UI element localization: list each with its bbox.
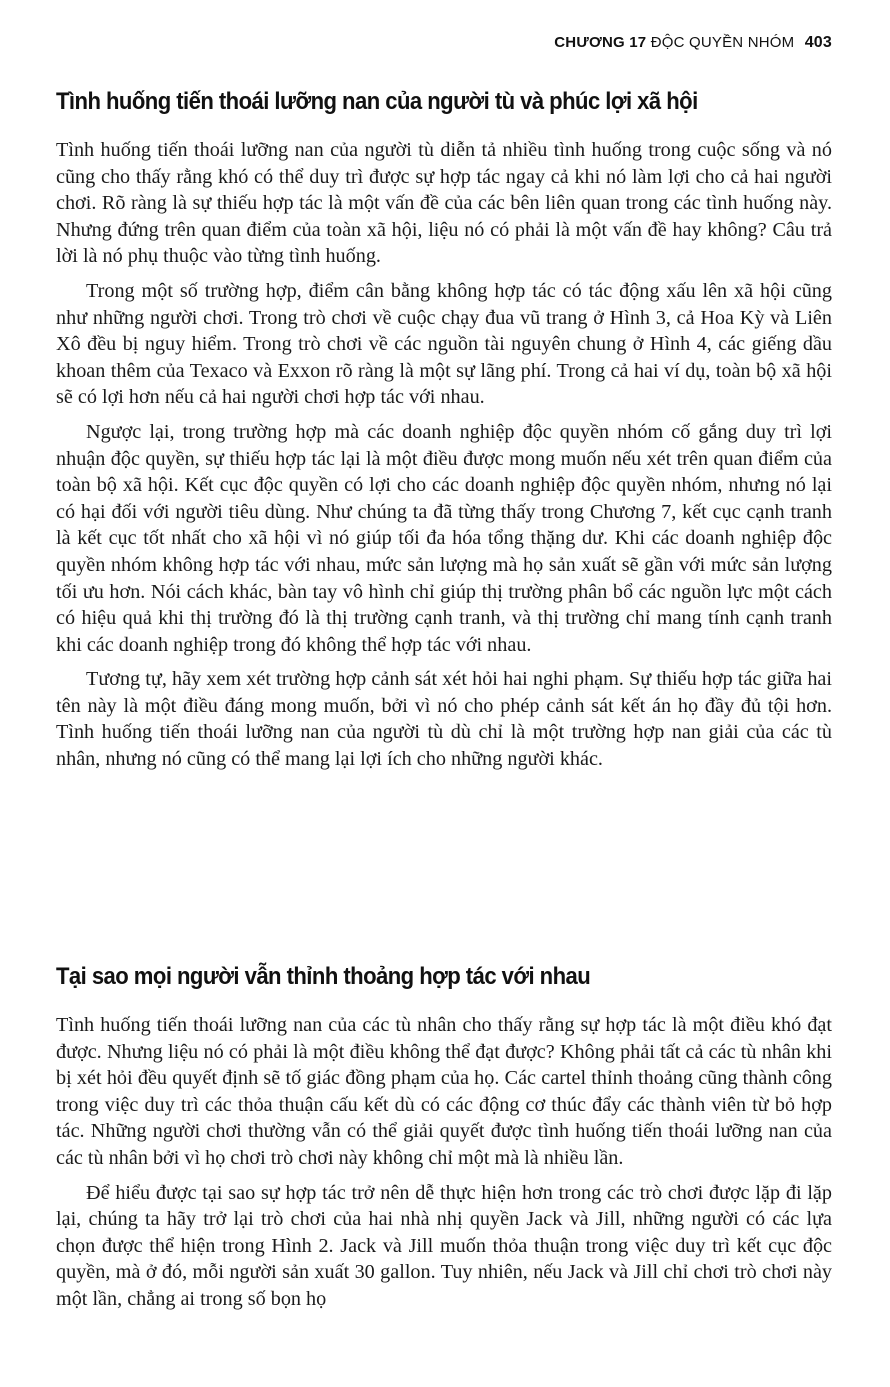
paragraph: Tương tự, hãy xem xét trường hợp cảnh sát xét hỏi hai nghi phạm. Sự thiếu hợp tác giữa hai tên này là một điều đáng mong muốn, bởi vì nó cho phép cảnh sát kết án họ đầy đủ tội hơn. Tình huống tiến thoái lưỡng nan của người tù dù chỉ là một trường hợp nan giải của các tù nhân, nhưng nó cũng có thể mang lại lợi ích cho những người khác. [56,668,832,771]
running-header [554,34,832,52]
paragraph: Để hiểu được tại sao sự hợp tác trở nên dễ thực hiện hơn trong các trò chơi được lặp đi lặp lại, chúng ta hãy trở lại trò chơi của hai nhà nhị quyền Jack và Jill, những người có các lựa chọn được thể hiện trong Hình 2. Jack và Jill muốn thỏa thuận trong việc duy trì kết cục độc quyền, mà ở đó, mỗi người sản xuất 30 gallon. Tuy nhiên, nếu Jack và Jill chỉ chơi trò chơi này một lần, chẳng ai trong số bọn họ [56,1181,832,1310]
page-number: 403 [804,34,832,51]
paragraph: Tình huống tiến thoái lưỡng nan của các tù nhân cho thấy rằng sự hợp tác là một điều khó đạt được. Nhưng liệu nó có phải là một điều không thể đạt được? Không phải tất cả các tù nhân khi bị xét hỏi đều quyết định sẽ tố giác đồng phạm của họ. Các cartel thỉnh thoảng cũng thành công trong việc duy trì các thỏa thuận cấu kết dù có các động cơ thúc đẩy các thành viên từ bỏ hợp tác. Những người chơi thường vẫn có thể giải quyết được tình huống tiến thoái lưỡng nan của các tù nhân bởi vì họ chơi trò chơi này không chỉ một mà là nhiều lần. [56,1014,832,1169]
section-body-1 [56,137,832,781]
paragraph: Trong một số trường hợp, điểm cân bằng không hợp tác có tác động xấu lên xã hội cũng như những người chơi. Trong trò chơi về cuộc chạy đua vũ trang ở Hình 3, cả Hoa Kỳ và Liên Xô đều bị nguy hiểm. Trong trò chơi về các nguồn tài nguyên chung ở Hình 4, các giếng dầu khoan thêm của Texaco và Exxon rõ ràng là một sự lãng phí. Trong cả hai ví dụ, toàn bộ xã hội sẽ có lợi hơn nếu cả hai người chơi hợp tác với nhau. [56,279,832,409]
paragraph: Tình huống tiến thoái lưỡng nan của người tù diễn tả nhiều tình huống trong cuộc sống và nó cũng cho thấy rằng khó có thể duy trì được sự hợp tác ngay cả khi nó làm lợi cho cả hai người chơi. Rõ ràng là sự thiếu hợp tác là một vấn đề của các bên liên quan trong các tình huống này. Nhưng đứng trên quan điểm của toàn xã hội, liệu nó có phải là một vấn đề hay không? Câu trả lời là nó phụ thuộc vào từng tình huống. [56,139,832,268]
section-heading-prisoners-dilemma-welfare: Tình huống tiến thoái lưỡng nan của người tù và phúc lợi xã hội [56,88,698,115]
chapter-title: ĐỘC QUYỀN NHÓM [650,34,795,51]
section-heading-why-cooperate: Tại sao mọi người vẫn thỉnh thoảng hợp tác với nhau [56,963,591,990]
paragraph: Ngược lại, trong trường hợp mà các doanh nghiệp độc quyền nhóm cố gắng duy trì lợi nhuận độc quyền, sự thiếu hợp tác lại là một điều được mong muốn nếu xét trên quan điểm của toàn bộ xã hội. Kết cục độc quyền có lợi cho các doanh nghiệp độc quyền nhóm, nhưng nó lại có hại đối với người tiêu dùng. Như chúng ta đã từng thấy trong Chương 7, kết cục cạnh tranh là kết cục tốt nhất cho xã hội vì nó giúp tối đa hóa tổng thặng dư. Khi các doanh nghiệp độc quyền nhóm không hợp tác với nhau, mức sản lượng mà họ sản xuất sẽ gần với mức sản lượng tối ưu hơn. Nói cách khác, bàn tay vô hình chỉ giúp thị trường phân bổ các nguồn lực một cách có hiệu quả khi thị trường đó là thị trường cạnh tranh, và thị trường chỉ mang tính cạnh tranh khi các doanh nghiệp trong đó không thể hợp tác với nhau. [56,420,832,656]
chapter-label: CHƯƠNG 17 [554,34,647,51]
section-body-2 [56,1012,832,1321]
